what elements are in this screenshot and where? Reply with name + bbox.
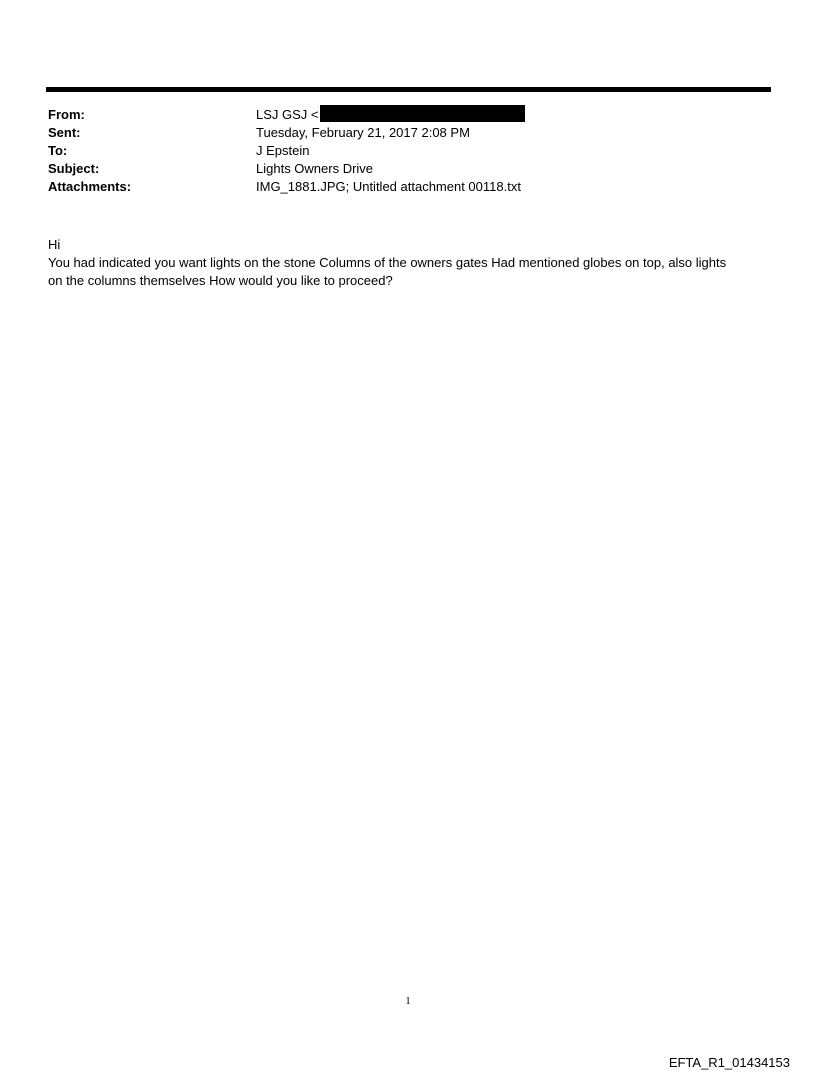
sent-row — [48, 124, 768, 142]
body-line-1: You had indicated you want lights on the stone Columns of the owners gates Had mentioned globes on top, also lights — [48, 255, 727, 270]
attachments-label: Attachments: — [48, 179, 132, 194]
from-sender: LSJ GSJ < — [256, 107, 319, 122]
bates-number: EFTA_R1_01434153 — [668, 1055, 790, 1070]
subject-value: Lights Owners Drive — [256, 161, 374, 176]
sent-value: Tuesday, February 21, 2017 2:08 PM — [256, 125, 470, 140]
to-label: To: — [48, 143, 68, 158]
subject-label: Subject: — [48, 161, 100, 176]
email-header — [48, 106, 768, 196]
header-divider — [46, 87, 771, 92]
attachments-row — [48, 178, 768, 196]
body-line-2: on the columns themselves How would you like to proceed? — [48, 273, 393, 288]
redaction-box — [320, 105, 525, 122]
page-number: 1 — [405, 995, 411, 1007]
to-value: J Epstein — [256, 143, 310, 158]
from-label: From: — [48, 107, 85, 122]
to-row — [48, 142, 768, 160]
greeting: Hi — [48, 237, 61, 252]
attachments-value: IMG_1881.JPG; Untitled attachment 00118.txt — [256, 179, 521, 194]
sent-label: Sent: — [48, 125, 81, 140]
subject-row — [48, 160, 768, 178]
from-row — [48, 106, 768, 124]
from-value — [256, 106, 525, 124]
email-body — [48, 236, 768, 290]
